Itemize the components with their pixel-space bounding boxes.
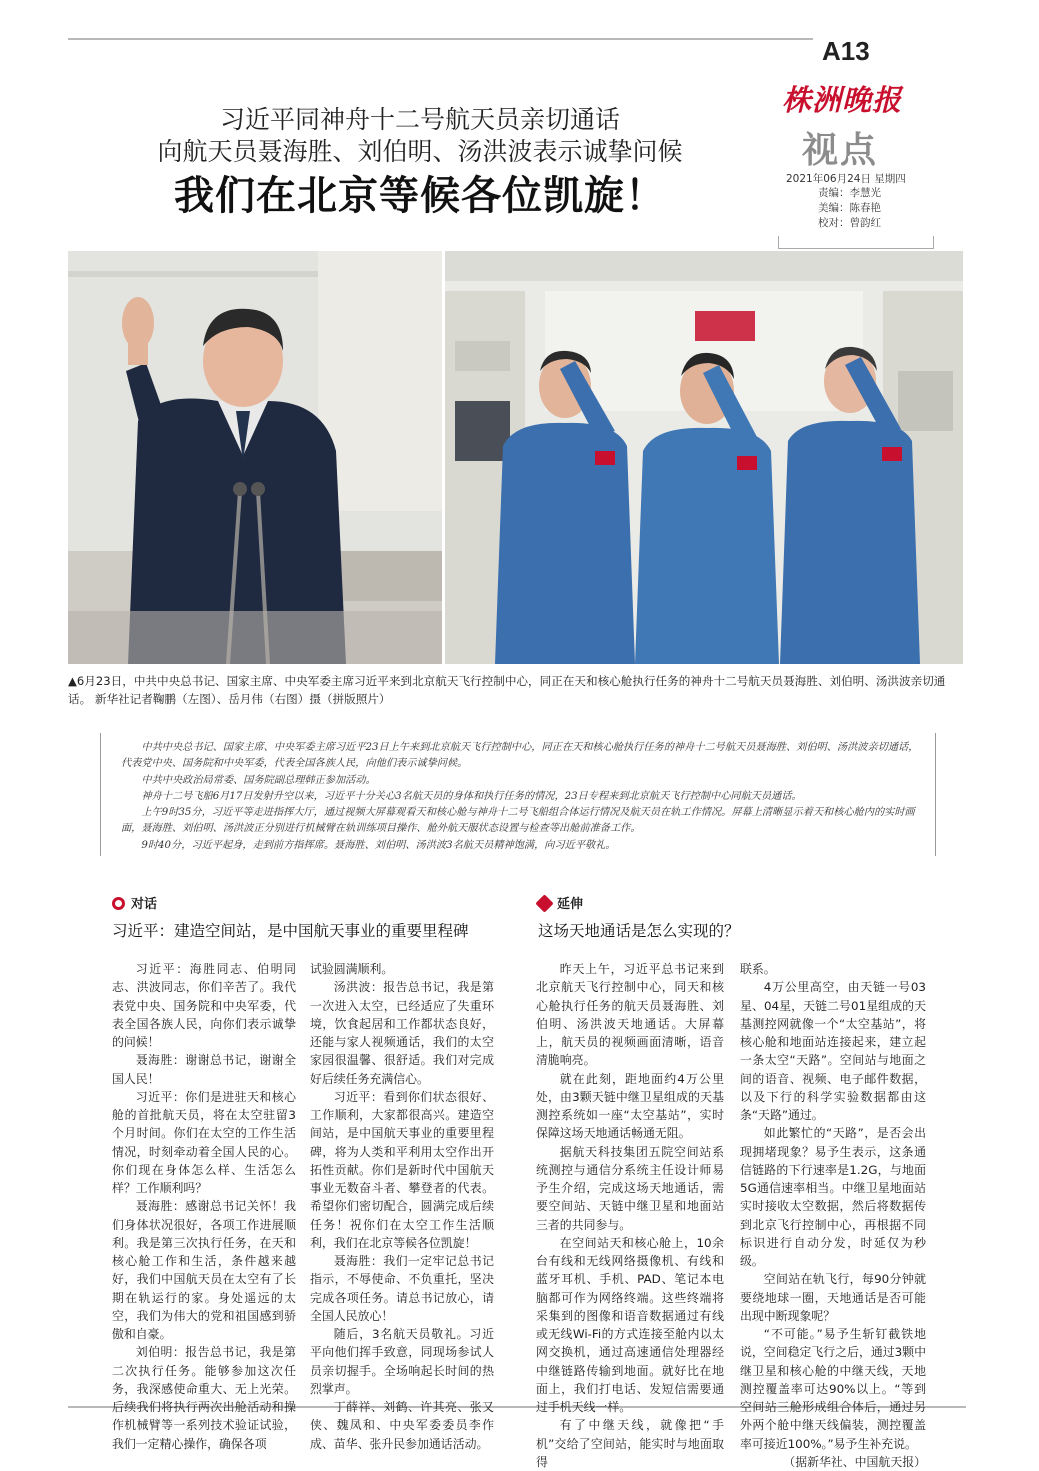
dialogue-title: 习近平：建造空间站，是中国航天事业的重要里程碑	[112, 922, 469, 940]
paragraph: 聂海胜：谢谢总书记，谢谢全国人民！	[112, 1053, 296, 1086]
paragraph: 昨天上午，习近平总书记来到北京航天飞行控制中心，同天和核心舱执行任务的航天员聂海胜、刘伯明、汤洪波天地通话。大屏幕上，航天员的视频画面清晰，语音清脆响亮。	[536, 962, 724, 1068]
paragraph: 有了中继天线，就像把“手机”交给了空间站，能实时与地面取得	[536, 1418, 724, 1469]
main-headline: 我们在北京等候各位凯旋！	[174, 173, 666, 219]
article-column-1	[112, 960, 296, 1453]
paragraph: 在空间站天和核心舱上，10余台有线和无线网络摄像机、有线和蓝牙耳机、手机、PAD、笔记本电脑都可作为网络终端。这些终端将采集到的图像和语音数据通过有线或无线Wi-Fi的方式连接至舱内以太网交换机，通过高速通信处理器经中继链路传输到地面。就好比在地面上，我们打电话、发短信需要通过手机天线一样。	[536, 1235, 724, 1414]
section-title: 视点	[802, 129, 879, 171]
pencil-icon	[535, 894, 553, 912]
article-column-4	[740, 960, 926, 1471]
intro-paragraph: 上午9时35分，习近平等走进指挥大厅，通过视频大屏幕观看天和核心舱与神舟十二号飞船组合体运行情况及航天员在轨工作情况。屏幕上清晰显示着天和核心舱内的实时画面，聂海胜、刘伯明、汤洪波正分别进行机械臂在轨训练项目操作、舱外航天服状态设置与检查等出舱前准备工作。	[121, 807, 915, 835]
paragraph: 如此繁忙的“天路”，是否会出现拥堵现象？易予生表示，这条通信链路的下行速率是1.2G，与地面5G通信速率相当。中继卫星地面站实时接收太空数据，然后将数据传到北京飞行控制中心，再根据不同标识进行自动分发，时延仅为秒级。	[740, 1126, 926, 1268]
tag-extension	[538, 893, 583, 912]
circle-icon	[112, 897, 125, 910]
intro-paragraph: 中共中央政治局常委、国务院副总理韩正参加活动。	[141, 774, 376, 786]
paragraph: 刘伯明：报告总书记，我是第二次执行任务。能够参加这次任务，我深感使命重大、无上光荣。后续我们将执行两次出舱活动和操作机械臂等一系列技术验证试验，我们一定精心操作，确保各项	[112, 1345, 296, 1451]
extension-title: 这场天地通话是怎么实现的？	[538, 922, 740, 940]
photo-leader-waving	[68, 251, 442, 664]
tag-extension-label: 延伸	[557, 897, 584, 912]
paragraph: 习近平：看到你们状态很好、工作顺利，大家都很高兴。建造空间站，是中国航天事业的重要里程碑，将为人类和平利用太空作出开拓性贡献。你们是新时代中国航天事业无数奋斗者、攀登者的代表。希望你们密切配合，圆满完成后续任务！祝你们在太空工作生活顺利，我们在北京等候各位凯旋！	[310, 1089, 494, 1250]
paragraph: 习近平：海胜同志、伯明同志、洪波同志，你们辛苦了。我代表党中央、国务院和中央军委，代表全国各族人民，向你们表示诚挚的问候！	[112, 962, 296, 1049]
paragraph: 汤洪波：报告总书记，我是第一次进入太空，已经适应了失重环境，饮食起居和工作都状态良好，还能与家人视频通话，我们的太空家园很温馨、很舒适。我们对完成好后续任务充满信心。	[310, 980, 494, 1086]
article-column-2	[310, 960, 494, 1453]
source-credit: （据新华社、中国航天报）	[783, 1454, 926, 1469]
paragraph: 聂海胜：感谢总书记关怀！我们身体状况很好，各项工作进展顺利。我是第三次执行任务，在天和核心舱工作和生活，条件越来越好，我们中国航天员在太空有了长期在轨运行的家。身处遥远的太空，我们为伟大的党和祖国感到骄傲和自豪。	[112, 1199, 296, 1341]
proofreader-credit: 校对：曾韵红	[818, 217, 881, 229]
paragraph: 就在此刻，距地面约4万公里处，由3颗天链中继卫星组成的天基测控系统如一座“太空基站”，实时保障这场天地通话畅通无阻。	[536, 1071, 724, 1141]
paragraph: 空间站在轨飞行，每90分钟就要绕地球一圈，天地通话是否可能出现中断现象呢？	[740, 1272, 926, 1323]
tag-dialogue	[112, 893, 157, 912]
tag-dialogue-label: 对话	[131, 897, 158, 912]
credit-bracket	[778, 236, 934, 249]
intro-paragraph: 9时40分，习近平起身，走到前方指挥席。聂海胜、刘伯明、汤洪波3名航天员精神饱满，向习近平敬礼。	[141, 839, 616, 851]
photo-caption: ▲6月23日，中共中央总书记、国家主席、中央军委主席习近平来到北京航天飞行控制中心，同正在天和核心舱执行任务的神舟十二号航天员聂海胜、刘伯明、汤洪波亲切通话。 新华社记者鞠鹏（左图）、岳月伟（右图）摄（拼版照片）	[68, 674, 946, 706]
paragraph: 联系。	[740, 962, 776, 976]
leader-illustration	[68, 251, 442, 664]
newspaper-logo: 株洲晚报	[782, 83, 903, 117]
intro-paragraph: 中共中央总书记、国家主席、中央军委主席习近平23日上午来到北京航天飞行控制中心，同正在天和核心舱执行任务的神舟十二号航天员聂海胜、刘伯明、汤洪波亲切通话，代表党中央、国务院和中央军委，代表全国各族人民，向他们表示诚挚问候。	[121, 742, 919, 770]
top-rule	[68, 38, 813, 40]
issue-date: 2021年06月24日 星期四	[786, 173, 906, 185]
intro-text	[121, 740, 921, 854]
paragraph: 据航天科技集团五院空间站系统测控与通信分系统主任设计师易予生介绍，完成这场天地通话，需要空间站、天链中继卫星和地面站三者的共同参与。	[536, 1144, 724, 1232]
designer-credit: 美编：陈春艳	[818, 202, 881, 214]
paragraph: “不可能。”易予生斩钉截铁地说，空间稳定飞行之后，通过3颗中继卫星和核心舱的中继天线，天地测控覆盖率可达90%以上。“等到空间站三舱形成组合体后，通过另外两个舱中继天线偏装，测控覆盖率可接近100%。”易予生补充说。	[740, 1327, 926, 1451]
paragraph: 4万公里高空，由天链一号03星、04星，天链二号01星组成的天基测控网就像一个“太空基站”，将核心舱和地面站连接起来，建立起一条太空“天路”。空间站与地面之间的语音、视频、电子邮件数据，以及下行的科学实验数据都由这条“天路”通过。	[740, 980, 926, 1122]
intro-box	[100, 733, 936, 856]
headline-line-2: 向航天员聂海胜、刘伯明、汤洪波表示诚挚问候	[157, 137, 683, 166]
intro-paragraph: 神舟十二号飞船6月17日发射升空以来，习近平十分关心3名航天员的身体和执行任务的情况，23日专程来到北京航天飞行控制中心同航天员通话。	[141, 790, 802, 802]
paragraph: 试验圆满顺利。	[310, 962, 394, 976]
page-number: A13	[822, 36, 870, 66]
headline-line-1: 习近平同神舟十二号航天员亲切通话	[219, 105, 620, 134]
paragraph: 聂海胜：我们一定牢记总书记指示，不辱使命、不负重托，坚决完成各项任务。请总书记放心，请全国人民放心！	[310, 1254, 494, 1323]
paragraph: 丁薛祥、刘鹤、许其亮、张又侠、魏凤和、中央军委委员李作成、苗华、张升民参加通话活动。	[310, 1400, 494, 1451]
paragraph: 随后，3名航天员敬礼。习近平向他们挥手致意，同现场参试人员亲切握手。全场响起长时间的热烈掌声。	[310, 1327, 494, 1396]
paragraph: 习近平：你们是进驻天和核心舱的首批航天员，将在太空驻留3个月时间。你们在太空的工作生活情况，时刻牵动着全国人民的心。你们现在身体怎么样、生活怎么样？工作顺利吗？	[112, 1089, 296, 1195]
editor-credit: 责编：李慧光	[818, 187, 881, 199]
photo-astronauts-saluting	[445, 251, 963, 664]
article-column-3	[536, 960, 724, 1471]
astronauts-illustration	[445, 251, 963, 664]
